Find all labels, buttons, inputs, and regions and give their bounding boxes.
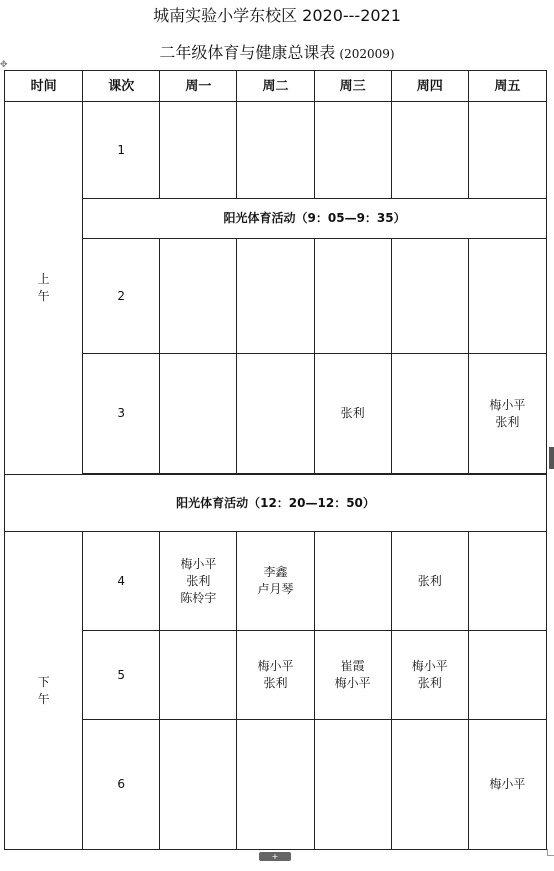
table-row [5,720,547,850]
teacher-name: 张利 [495,414,520,429]
cell-mon[interactable] [160,532,237,631]
cell-fri[interactable] [468,102,546,199]
teacher-name: 卢月琴 [257,582,294,596]
teacher-name: 梅小平 [334,676,371,690]
scroll-handle[interactable] [549,447,554,469]
cell-thu[interactable] [391,720,468,850]
cell-mon[interactable] [160,720,237,850]
cell-tue[interactable] [237,354,314,474]
teacher-name: 梅小平 [489,397,526,412]
teacher-name: 张利 [186,573,211,588]
lesson-number: 1 [83,102,160,199]
period-morning-label-2: 午 [37,289,50,303]
morning-activity-label: 阳光体育活动（9：05—9：35） [83,199,547,239]
table-row [5,631,547,720]
teacher-name: 张利 [417,676,442,690]
lesson-number: 6 [83,720,160,850]
header-row [5,71,547,102]
period-morning [5,102,83,475]
teacher-name: 张利 [340,406,365,420]
cell-fri[interactable] [468,720,546,850]
cell-thu[interactable] [391,239,468,354]
subtitle-text: 二年级体育与健康总课表 [159,43,336,62]
cell-tue[interactable] [237,239,314,354]
cell-wed[interactable] [314,532,391,631]
table-row [5,532,547,631]
header-tue: 周二 [237,71,314,102]
move-handle-icon[interactable]: ✥ [0,60,8,70]
cell-thu[interactable] [391,354,468,474]
cell-fri[interactable] [468,631,546,720]
table-row [5,239,547,354]
teacher-name: 崔霞 [340,659,365,673]
cell-wed[interactable] [314,720,391,850]
noon-activity-label: 阳光体育活动（12：20—12：50） [5,475,547,532]
cell-thu[interactable] [391,102,468,199]
cell-tue[interactable] [237,720,314,850]
period-afternoon-label-2: 午 [37,691,50,706]
document-subtitle [0,40,554,63]
cell-mon[interactable] [160,102,237,199]
cell-tue[interactable] [237,532,314,631]
teacher-name: 梅小平 [489,777,526,791]
activity-row-noon [5,475,547,532]
cell-thu[interactable] [391,532,468,631]
cell-wed[interactable] [314,354,391,474]
period-afternoon [5,532,83,850]
activity-row-morning [5,199,547,239]
period-morning-label-1: 上 [37,272,50,286]
cell-wed[interactable] [314,239,391,354]
schedule-table [4,70,547,850]
cell-fri[interactable] [468,354,546,474]
cell-thu[interactable] [391,631,468,720]
cell-tue[interactable] [237,102,314,199]
teacher-name: 梅小平 [180,556,217,571]
cell-wed[interactable] [314,102,391,199]
cell-mon[interactable] [160,631,237,720]
table-row [5,354,547,474]
teacher-name: 张利 [417,573,442,588]
header-lesson: 课次 [83,71,160,102]
resize-corner-icon[interactable] [547,849,554,856]
header-time: 时间 [5,71,83,102]
period-afternoon-label-1: 下 [37,674,50,689]
teacher-name: 张利 [263,676,288,690]
header-fri: 周五 [468,71,546,102]
lesson-number: 4 [83,532,160,631]
teacher-name: 陈柃宇 [180,590,217,605]
cell-mon[interactable] [160,239,237,354]
teacher-name: 梅小平 [257,659,294,673]
table-row [5,102,547,199]
teacher-name: 李鑫 [263,565,288,579]
cell-mon[interactable] [160,354,237,474]
subtitle-code: (202009) [339,47,395,61]
cell-fri[interactable] [468,532,546,631]
lesson-number: 5 [83,631,160,720]
cell-fri[interactable] [468,239,546,354]
teacher-name: 梅小平 [411,659,448,673]
header-thu: 周四 [391,71,468,102]
header-mon: 周一 [160,71,237,102]
cell-wed[interactable] [314,631,391,720]
add-row-icon[interactable]: + [259,852,291,861]
lesson-number: 2 [83,239,160,354]
lesson-number: 3 [83,354,160,474]
header-wed: 周三 [314,71,391,102]
cell-tue[interactable] [237,631,314,720]
document-title: 城南实验小学东校区 2020---2021 [153,6,401,25]
